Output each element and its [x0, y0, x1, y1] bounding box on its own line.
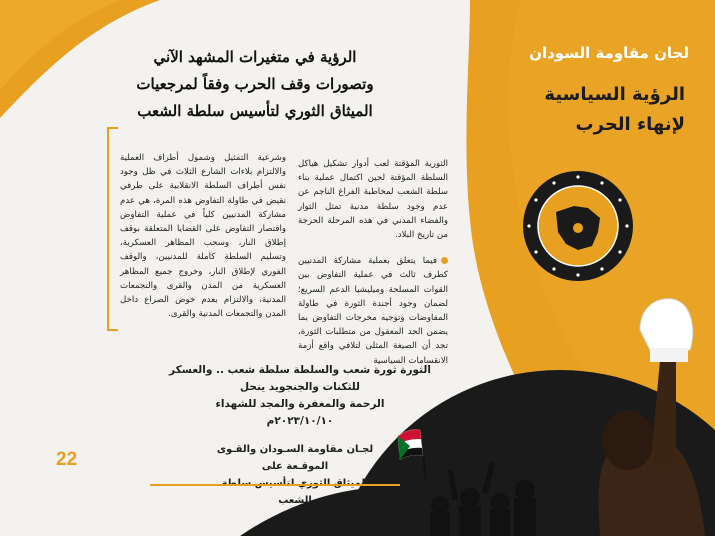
political-vision-heading — [505, 80, 685, 140]
org-name: لجان مقاومة السودان — [529, 44, 689, 62]
slogan-line-2: الرحمة والمغفرة والمجد للشهداء — [215, 398, 385, 410]
bullet-icon — [441, 257, 448, 264]
title-line-2: وتصورات وقف الحرب وفقاً لمرجعيات — [136, 75, 374, 93]
slogan-date: ٢٠٢٣/١٠/١٠م — [266, 415, 334, 427]
footer-line-1: لجـان مقاومة السـودان والقـوى الموقـعة على — [216, 444, 374, 472]
slogan-line-1: الثورة ثورة شعب والسلطة سلطة شعب .. والعسكر للثكنات والجنجويد ينحل — [169, 364, 431, 393]
title-line-1: الرؤية في متغيرات المشهد الآني — [153, 48, 357, 66]
bullet-text: فيما يتعلق بعملية مشاركة المدنيين كطرف ثالث في عملية التفاوض بين القوات المسلحة وميليشيا الدعم السريع؛ لضمان وجود أجندة الثورة في طاولة المفاوضات وتوجيه مخرجات التفاوض بما يضمن الحد المعقول من متطلبات الثورة، تجد أن الصيغة المثلى لتلافي واقع أزمة الانقسامات السياسية — [298, 256, 448, 366]
paragraph: وشرعية التمثيل وشمول أطراف العملية والالتزام بلاءات الشارع الثلاث في ظل وجود نفس أطراف السلطة الانقلابية على طرفي نقيض في طاولة التفاوض هذه المرة، هي عدم مشاركة المدنيين كلياً في عملية التفاوض واقتصار التفاوض على القضايا المتعلقة بوقف إطلاق النار، وسحب المظاهر العسكرية، وتسليم السلطة كاملة للمدنيين، والوقف الفوري لإطلاق النار، وخروج جميع المظاهر العسكرية من المدن والقرى والتجمعات المدنية، والالتزام بعدم خوض الصراع داخل المدن والتجمعات المدنية والقرى. — [120, 153, 286, 320]
left-bracket — [108, 128, 118, 330]
footer-line-2: الشعب — [278, 495, 312, 506]
article-title — [120, 44, 390, 125]
footer-signature — [210, 441, 380, 509]
subtitle-line-1: الرؤية السياسية — [544, 84, 685, 105]
charter-logo — [522, 170, 634, 282]
subtitle-line-2: لإنهاء الحرب — [575, 114, 685, 135]
footer-divider — [150, 484, 400, 486]
sudan-flag-icon — [398, 420, 440, 480]
paragraph: الثورية المؤقتة لعب أدوار تشكيل هياكل السلطة المؤقتة لحين اكتمال عملية بناء سلطة الشعب لمخاطبة الفراغ الناجم عن عدم وجود سلطة مدنية تمثل الثوار والفضاء المدني في هذه المرحلة الحرجة من تاريخ البلاد. — [298, 159, 448, 241]
body-column-right — [298, 157, 448, 368]
body-column-left — [120, 151, 286, 321]
title-line-3: الميثاق الثوري لتأسيس سلطة الشعب — [137, 102, 373, 120]
bullet-paragraph — [298, 254, 448, 368]
page-number: 22 — [56, 449, 78, 470]
